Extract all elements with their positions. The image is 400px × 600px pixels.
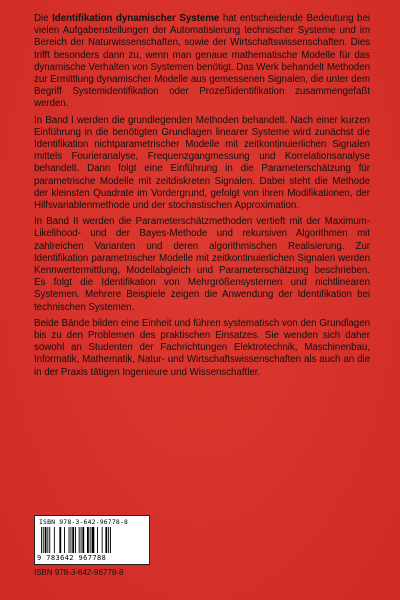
paragraph-intro-bold: Identifikation dynamischer Systeme (52, 13, 220, 24)
barcode-bars (41, 527, 143, 553)
barcode-bar (79, 527, 80, 553)
paragraph-band-1-text: In Band I werden die grundlegenden Methoden behandelt. Nach einer kurzen Einführung in die benötigten Grundlagen linearer Systeme wird zunächst die Identifikation nichtparametrischer Modelle mit zeitkontinuierlichen Signalen mittels Fourieranalyse, Frequenzgangmessung und Korrelationsanalyse behandelt. Dann folgt eine Einführung in die Parameterschätzung für parametrische Modelle mit zeitdiskreten Signalen. Dabei steht die Methode der kleinsten Quadrate im Vordergrund, gefolgt von ihren Modifikationen, der Hilfsvariablenmethode und der stochastischen Approximation. (34, 114, 370, 212)
paragraph-intro-text: hat entscheidende Bedeutung bei vielen Aufgabenstellungen der Automatisierung technischer Systeme und im Bereich der Naturwissenschaften, sowie der Wirtschaftswissenschaften. Dies trifft besonders dann zu, wenn man genaue mathematische Modelle für das dynamische Verhalten von Systemen benötigt. Das Werk behandelt Methoden zur Ermittlung dynamischer Modelle aus gemessenen Signalen, die unter dem Begriff Systemidentifikation oder Prozeßidentifikation zusammengefaßt werden. (34, 13, 370, 110)
barcode-bar (41, 527, 42, 553)
paragraph-intro-lead: Die (34, 13, 53, 24)
barcode-bar (49, 527, 50, 553)
isbn-text: ISBN 978-3-642-96778-8 (34, 568, 124, 577)
barcode-bar (92, 527, 95, 553)
barcode-bar (72, 527, 74, 553)
paragraph-intro (34, 13, 370, 111)
paragraph-summary (34, 318, 370, 379)
barcode-bar (64, 527, 65, 553)
barcode-bar (54, 527, 55, 553)
barcode-bar (43, 527, 44, 553)
barcode-bar (90, 527, 91, 553)
barcode-bar (59, 527, 61, 553)
barcode-bar (81, 527, 82, 553)
barcode-isbn-label: ISBN 978-3-642-96778-8 (39, 518, 129, 526)
paragraph-band-2-text: In Band II werden die Parameterschätzmethoden vertieft mit der Maximum-Likelihood- und der Bayes-Methode und rekursiven Algorithmen mit zahlreichen Varianten und deren algorithmischen Realisierung. Zur Identifikation parametrischer Modelle mit zeitkontinuierlichen Signalen werden Kennwertermittlung, Modellabgleich und Parameterschätzung beschrieben. Es folgt die Identifikation von Mehrgrößensystemen und nichtlinearen Systemen. Mehrere Beispiele zeigen die Anwendung der Identifikation bei technischen Systemen. (34, 216, 370, 313)
paragraph-band-2 (34, 216, 370, 314)
barcode-bar (108, 527, 109, 553)
barcode-bar (102, 527, 103, 553)
barcode (34, 515, 150, 565)
barcode-bar (110, 527, 111, 553)
barcode-bar (97, 527, 98, 553)
barcode-bar (69, 527, 70, 553)
barcode-bar (71, 527, 72, 553)
paragraph-summary-text: Beide Bände bilden eine Einheit und führen systematisch von den Grundlagen bis zu den Problemen des praktischen Einsatzes. Sie wenden sich daher sowohl an Studenten der Fachrichtungen Elektrotechnik, Maschinenbau, Informatik, Mathematik, Natur- und Wirtschaftswissenschaften als auch an die in der Praxis tätigen Ingenieure und Wissenschaftler. (34, 317, 370, 378)
barcode-digits: 9 783642 967788 (37, 554, 107, 562)
barcode-bar (82, 527, 84, 553)
blurb-text (34, 13, 370, 383)
barcode-bar (45, 527, 47, 553)
barcode-bar (105, 527, 107, 553)
barcode-bar (47, 527, 48, 553)
barcode-bar (87, 527, 89, 553)
barcode-bar (75, 527, 76, 553)
paragraph-band-1 (34, 115, 370, 213)
